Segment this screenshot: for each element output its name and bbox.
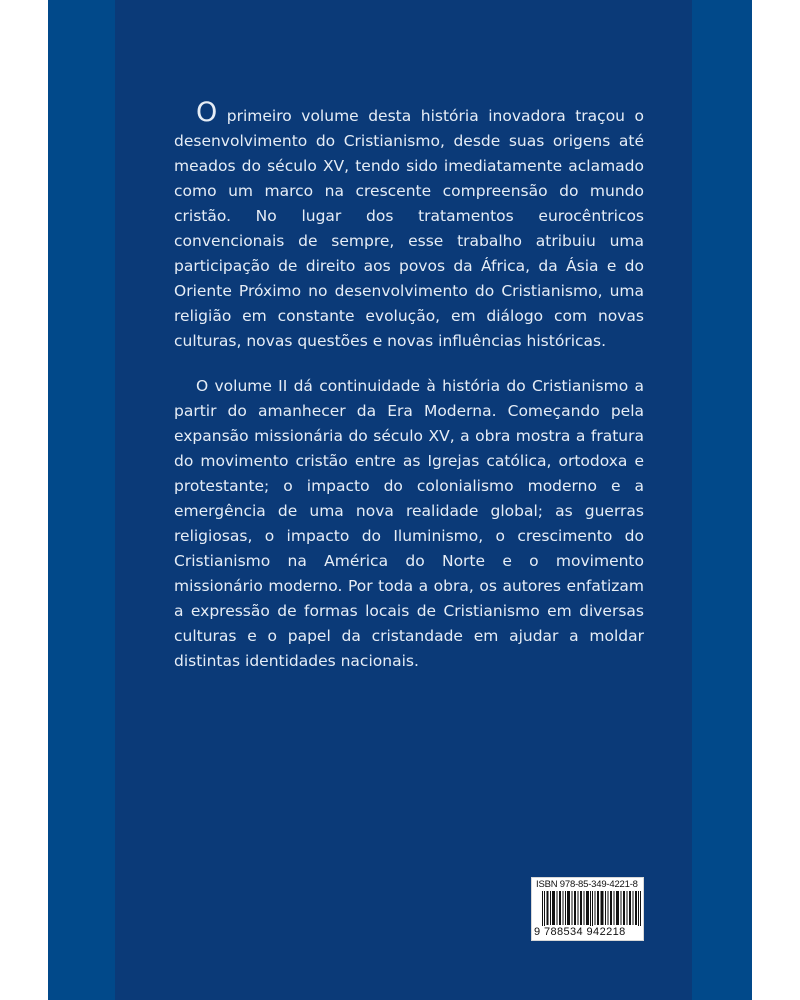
dropcap-letter: O xyxy=(196,97,218,128)
barcode-digits: 9 788534 942218 xyxy=(534,926,642,939)
synopsis-paragraph-2: O volume II dá continuidade à história do Cristianismo a partir do amanhecer da Era Moderna. Começando pela expansão missionária do século XV, a obra mostra a fratura do movimento cristão entre as Igrejas católica, ortodoxa e protestante; o impacto do colonialismo moderno e a emergência de uma nova realidade global; as guerras religiosas, o impacto do Iluminismo, o crescimento do Cristianismo na América do Norte e o movimento missionário moderno. Por toda a obra, os autores enfatizam a expressão de formas locais de Cristianismo em diversas culturas e o papel da cristandade em ajudar a moldar distintas identidades nacionais. xyxy=(174,377,644,670)
isbn-label: ISBN 978-85-349-4221-8 xyxy=(536,879,638,890)
paragraph-1-body: primeiro volume desta história inovadora traçou o desenvolvimento do Cristianismo, desde suas origens até meados do século XV, tendo sido imediatamente aclamado como um marco na crescente compreensão do mundo cristão. No lugar dos tratamentos eurocêntricos convencionais de sempre, esse trabalho atribuiu uma participação de direito aos povos da África, da Ásia e do Oriente Próximo no desenvolvimento do Cristianismo, uma religião em constante evolução, em diálogo com novas culturas, novas questões e novas influências históricas. xyxy=(174,107,644,350)
isbn-barcode xyxy=(531,877,644,941)
barcode-bars-icon xyxy=(542,891,642,929)
synopsis-paragraph-1 xyxy=(174,97,644,354)
synopsis-text xyxy=(174,97,644,674)
